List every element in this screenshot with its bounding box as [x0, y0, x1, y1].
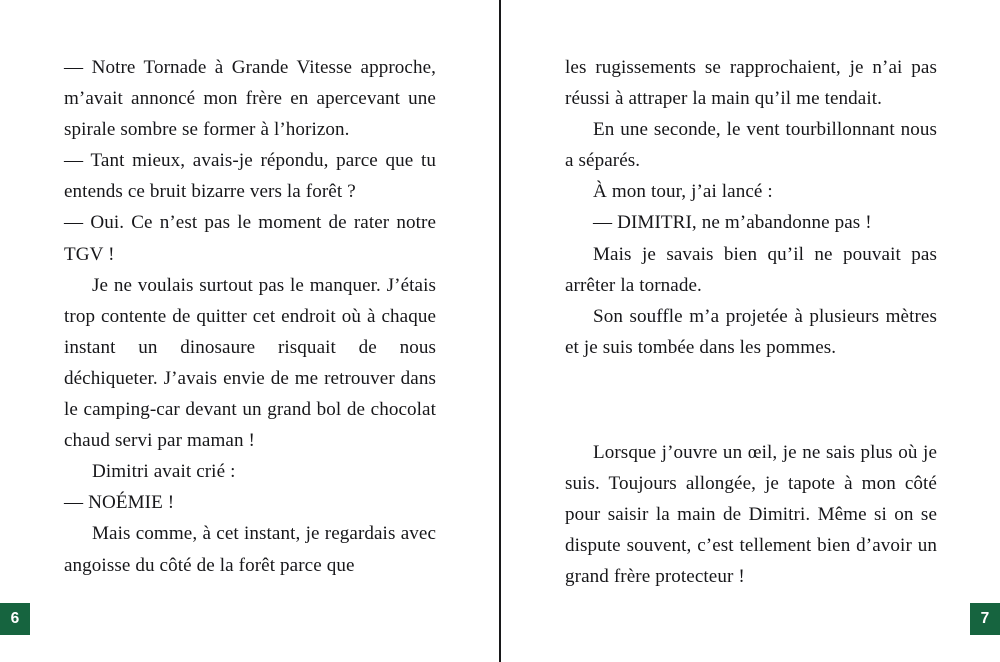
right-page-text-block [565, 52, 937, 592]
page-number-left: 6 [10, 610, 20, 627]
paragraph: les rugissements se rapprochaient, je n’ai pas réussi à attraper la main qu’il me tendait. [565, 57, 937, 110]
page-left [0, 0, 499, 662]
paragraph: Son souffle m’a projetée à plusieurs mètres et je suis tombée dans les pommes. [565, 305, 937, 358]
paragraph: Mais je savais bien qu’il ne pouvait pas arrêter la tornade. [565, 243, 937, 296]
paragraph: Lorsque j’ouvre un œil, je ne sais plus où je suis. Toujours allongée, je tapote à mon côté pour saisir la main de Dimitri. Même si on se dispute souvent, c’est tellement bien d’avoir un grand frère protecteur ! [565, 441, 937, 588]
left-page-text-block [64, 52, 436, 581]
paragraph: — Tant mieux, avais-je répondu, parce que tu entends ce bruit bizarre vers la forêt ? [64, 150, 436, 203]
page-number-badge-left [0, 603, 30, 635]
page-number-right: 7 [980, 610, 990, 627]
paragraph: — Notre Tornade à Grande Vitesse approche, m’avait annoncé mon frère en apercevant une spirale sombre se former à l’horizon. [64, 57, 436, 141]
paragraph: Dimitri avait crié : [92, 461, 236, 483]
paragraph: — Oui. Ce n’est pas le moment de rater notre TGV ! [64, 212, 436, 265]
page-number-badge-right [970, 603, 1000, 635]
paragraph: À mon tour, j’ai lancé : [593, 181, 773, 203]
paragraph: Je ne voulais surtout pas le manquer. J’étais trop contente de quitter cet endroit où à chaque instant un dinosaure risquait de nous déchiqueter. J’avais envie de me retrouver dans le camping-car devant un grand bol de chocolat chaud servi par maman ! [64, 274, 436, 452]
page-right [501, 0, 1000, 662]
paragraph: En une seconde, le vent tourbillonnant nous a séparés. [565, 119, 937, 172]
paragraph: — DIMITRI, ne m’abandonne pas ! [593, 212, 872, 234]
scene-break [565, 363, 937, 437]
paragraph: Mais comme, à cet instant, je regardais avec angoisse du côté de la forêt parce que [64, 523, 436, 576]
paragraph: — NOÉMIE ! [64, 492, 175, 514]
